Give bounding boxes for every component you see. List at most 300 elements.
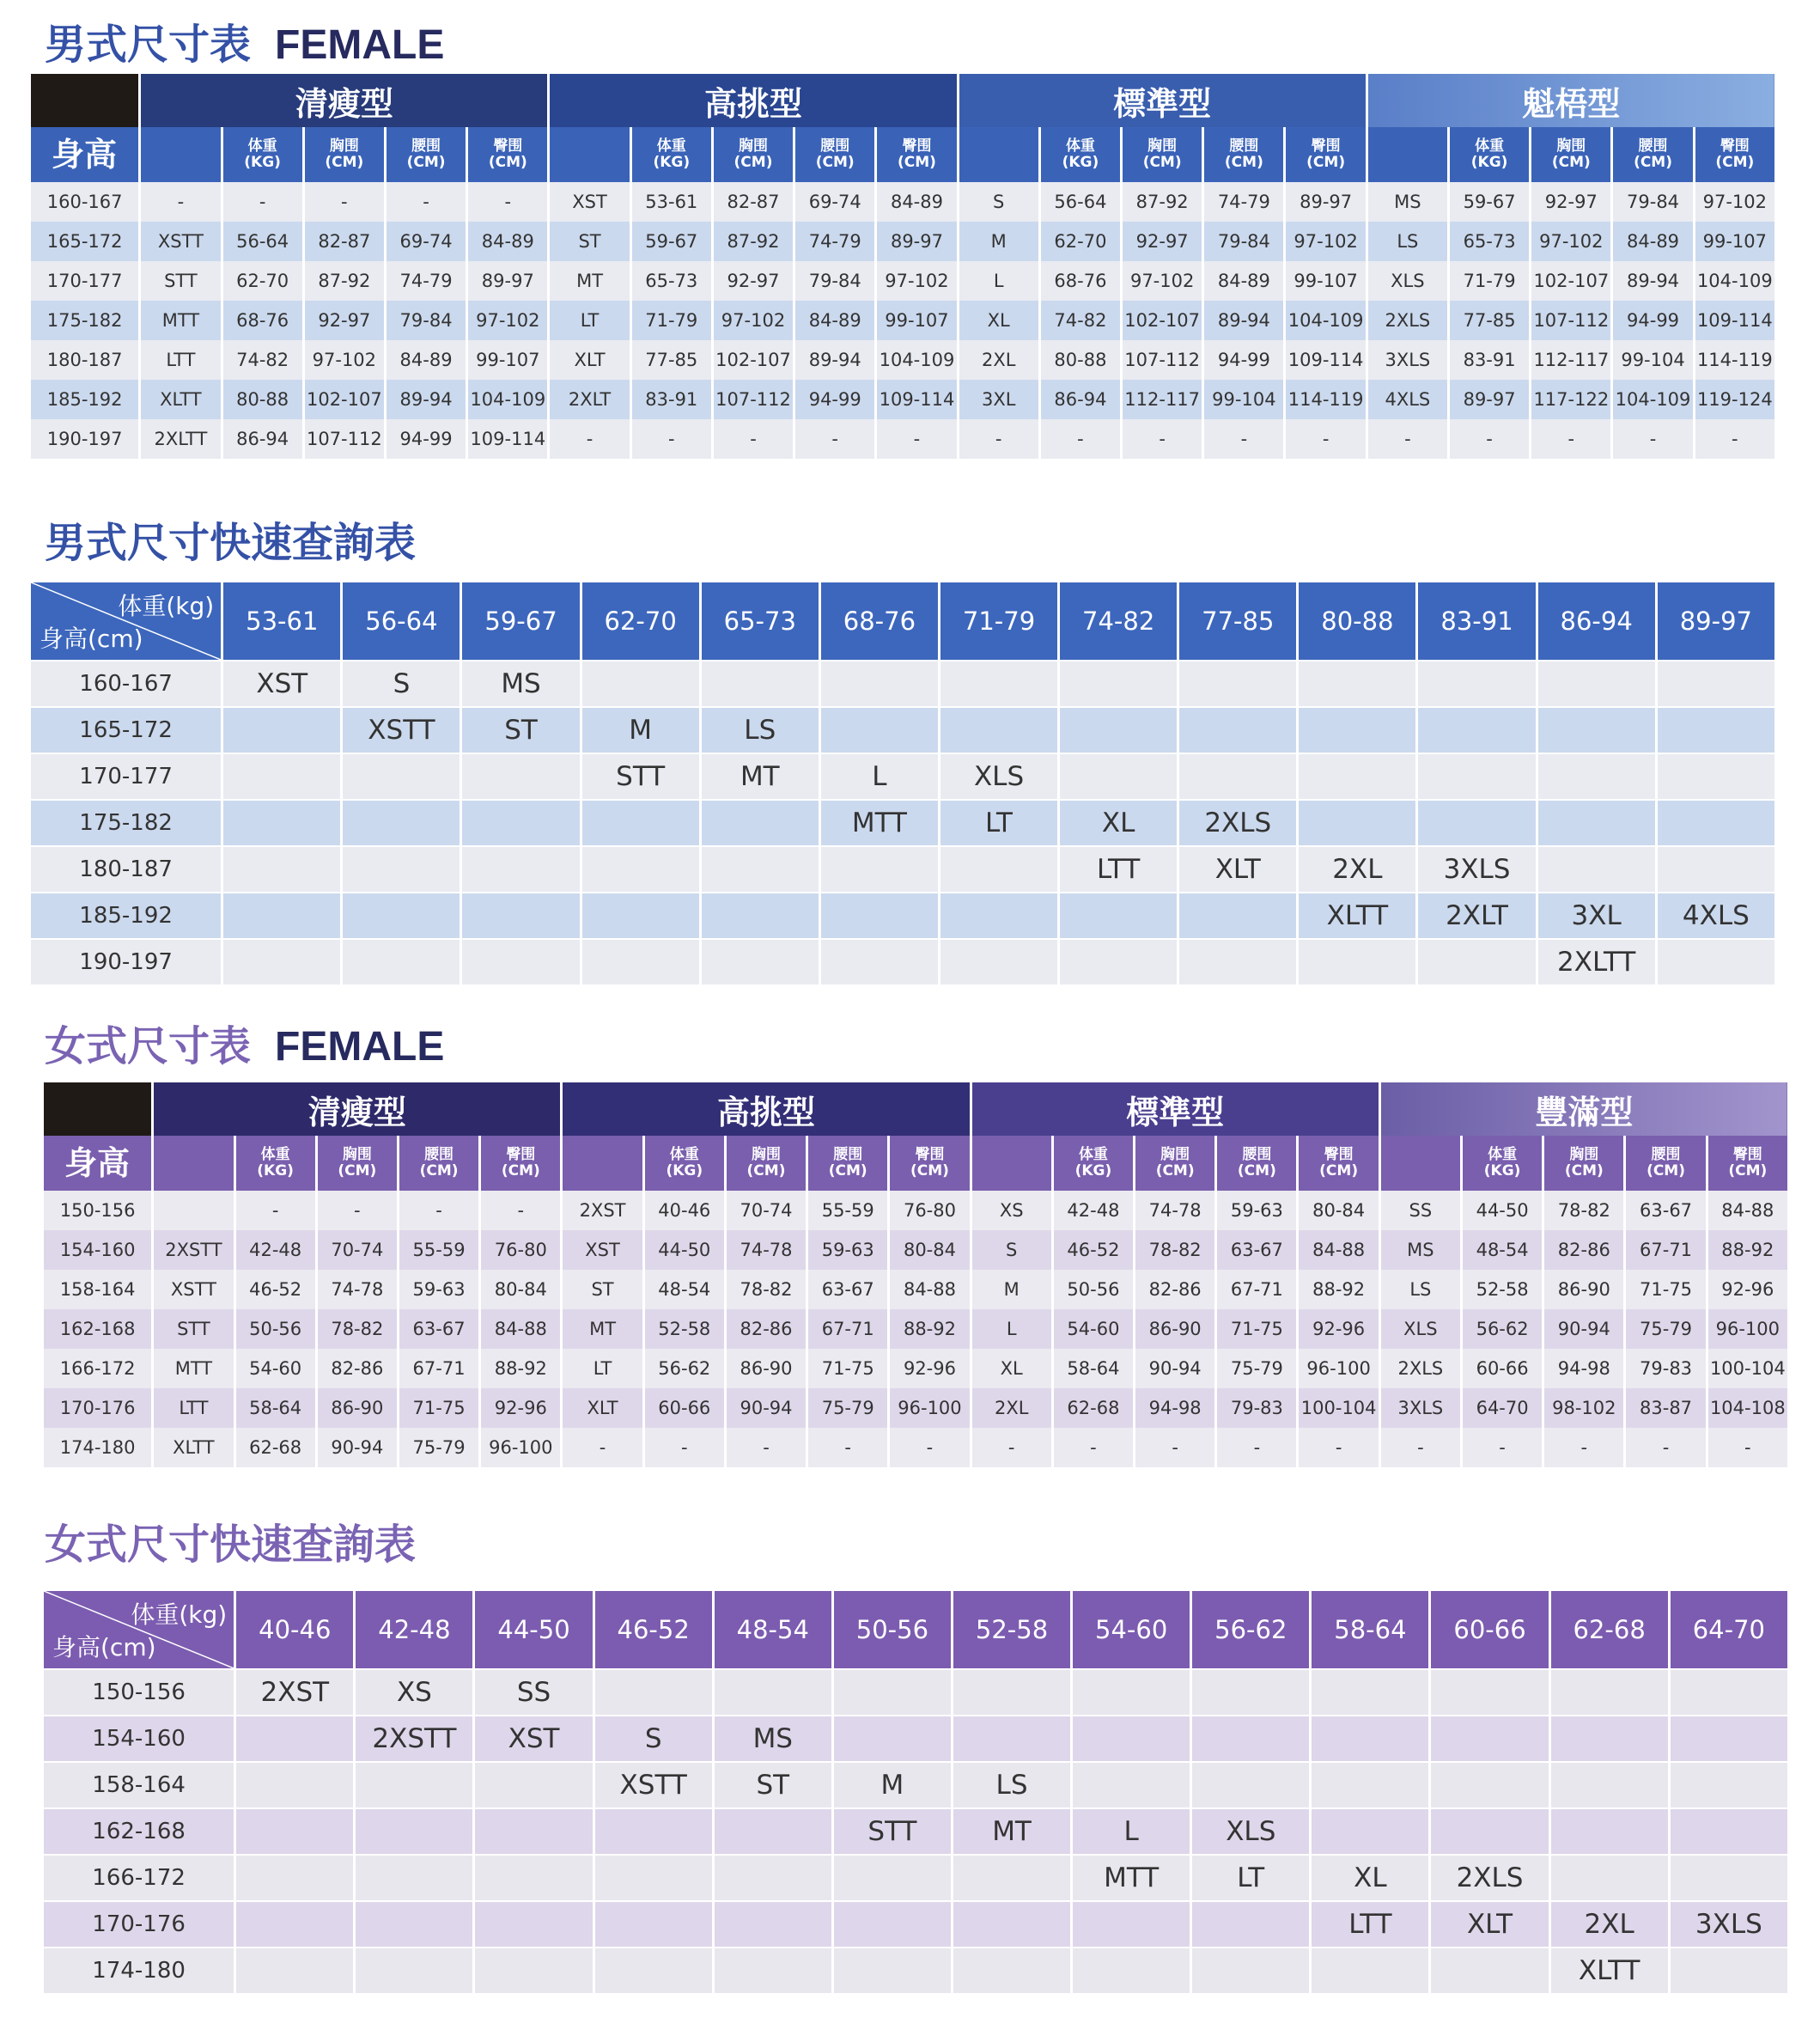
table-cell: - (1122, 419, 1203, 459)
table-cell: 80-84 (889, 1230, 971, 1270)
height-cell: 160-167 (30, 182, 140, 222)
size-cell (1430, 1716, 1549, 1762)
table-row (43, 1230, 1789, 1270)
table-row (30, 380, 1776, 419)
table-cell: - (1135, 1428, 1216, 1467)
table-cell: 2XLT (549, 380, 630, 419)
table-cell: 2XLS (1379, 1349, 1461, 1388)
table-cell: 114-119 (1694, 340, 1775, 380)
table-cell: 104-109 (1612, 380, 1694, 419)
height-cell: 185-192 (30, 380, 140, 419)
size-cell (1417, 707, 1537, 753)
table-cell: MTT (153, 1349, 234, 1388)
table-row (43, 1855, 1789, 1901)
table-cell: 102-107 (712, 340, 794, 380)
height-cell: 150-156 (43, 1191, 153, 1230)
size-cell (1059, 939, 1178, 984)
table-row (30, 340, 1776, 380)
table-cell: XST (562, 1230, 643, 1270)
table-cell: 2XL (971, 1388, 1052, 1428)
height-cell: 166-172 (43, 1855, 235, 1901)
table-row (43, 1716, 1789, 1762)
table-cell: STT (140, 261, 222, 301)
size-cell: MT (700, 753, 819, 800)
size-cell (819, 846, 939, 893)
size-cell (700, 939, 819, 984)
group-header: 高挑型 (562, 1082, 971, 1136)
group-header: 豐滿型 (1379, 1082, 1788, 1136)
size-cell: 4XLS (1656, 893, 1775, 939)
table-cell: 109-114 (876, 380, 958, 419)
size-col-header (153, 1136, 234, 1191)
measure-header: 胸围 (CM) (303, 127, 385, 182)
size-cell (1059, 893, 1178, 939)
table-cell: MT (549, 261, 630, 301)
table-cell: 53-61 (630, 182, 712, 222)
size-cell (939, 939, 1058, 984)
table-cell: 90-94 (316, 1428, 398, 1467)
table-cell: 104-109 (1285, 301, 1367, 340)
height-cell: 174-180 (43, 1948, 235, 1993)
size-cell (461, 939, 581, 984)
table-cell: 74-82 (222, 340, 303, 380)
table-cell: 44-50 (643, 1230, 725, 1270)
table-cell: 71-75 (1625, 1270, 1707, 1309)
size-cell: LS (700, 707, 819, 753)
size-cell (1191, 1901, 1311, 1948)
weight-header: 65-73 (700, 582, 819, 661)
table-cell: 56-64 (222, 222, 303, 261)
table-cell: 80-84 (1298, 1191, 1379, 1230)
male-size-title: 男式尺寸表 FEMALE (45, 21, 445, 69)
size-cell: MTT (1072, 1855, 1191, 1901)
measure-header: 胸围 (CM) (1122, 127, 1203, 182)
height-cell: 160-167 (30, 661, 222, 707)
size-cell (355, 1948, 474, 1993)
size-cell (1549, 1762, 1669, 1808)
table-cell: LS (1367, 222, 1448, 261)
table-cell: 112-117 (1531, 340, 1612, 380)
measure-header: 腰围 (CM) (1612, 127, 1694, 182)
size-cell (593, 1901, 713, 1948)
weight-header: 77-85 (1178, 582, 1298, 661)
table-cell: LT (562, 1349, 643, 1388)
size-cell (1537, 753, 1656, 800)
measure-header: 胸围 (CM) (316, 1136, 398, 1191)
table-cell: - (1039, 419, 1121, 459)
size-cell: XL (1059, 800, 1178, 846)
weight-header: 89-97 (1656, 582, 1775, 661)
table-cell: - (140, 182, 222, 222)
table-cell: 48-54 (643, 1270, 725, 1309)
table-cell: LTT (140, 340, 222, 380)
height-cell: 170-176 (43, 1901, 235, 1948)
table-cell: 90-94 (725, 1388, 807, 1428)
table-cell: XLT (562, 1388, 643, 1428)
size-cell (1537, 800, 1656, 846)
size-cell: XLTT (1549, 1948, 1669, 1993)
size-cell (1191, 1669, 1311, 1716)
table-cell: 86-94 (1039, 380, 1121, 419)
table-cell: 99-104 (1203, 380, 1285, 419)
table-cell: 62-68 (1052, 1388, 1134, 1428)
table-row (30, 707, 1776, 753)
size-cell (700, 800, 819, 846)
table-cell: 94-98 (1135, 1388, 1216, 1428)
table-cell: S (971, 1230, 1052, 1270)
table-cell: 104-109 (1694, 261, 1775, 301)
size-cell (1656, 800, 1775, 846)
measure-header: 臀围 (CM) (889, 1136, 971, 1191)
table-cell: 71-75 (807, 1349, 889, 1388)
size-cell (1656, 661, 1775, 707)
size-cell: 2XSTT (355, 1716, 474, 1762)
height-cell: 180-187 (30, 340, 140, 380)
table-cell: 109-114 (1285, 340, 1367, 380)
size-cell (235, 1716, 355, 1762)
size-cell: MTT (819, 800, 939, 846)
table-row (43, 1808, 1789, 1855)
table-cell: 88-92 (1707, 1230, 1788, 1270)
table-cell: XLTT (140, 380, 222, 419)
table-cell: - (725, 1428, 807, 1467)
table-cell: 84-89 (1203, 261, 1285, 301)
size-cell (1178, 893, 1298, 939)
size-cell (1072, 1948, 1191, 1993)
table-cell: 70-74 (316, 1230, 398, 1270)
weight-header: 52-58 (952, 1591, 1071, 1669)
size-cell: MS (461, 661, 581, 707)
size-cell: M (832, 1762, 952, 1808)
table-cell: 86-90 (316, 1388, 398, 1428)
table-cell: - (1612, 419, 1694, 459)
table-cell: 74-79 (1203, 182, 1285, 222)
size-cell (1669, 1716, 1788, 1762)
table-cell: - (889, 1428, 971, 1467)
size-cell (342, 753, 461, 800)
size-cell (819, 707, 939, 753)
table-cell: - (807, 1428, 889, 1467)
size-cell: S (342, 661, 461, 707)
measure-header: 臀围 (CM) (467, 127, 549, 182)
table-cell: 107-112 (303, 419, 385, 459)
measure-header: 腰围 (CM) (794, 127, 876, 182)
table-cell: 97-102 (712, 301, 794, 340)
table-cell: 71-79 (630, 301, 712, 340)
size-cell: S (593, 1716, 713, 1762)
size-cell (474, 1901, 593, 1948)
table-cell: 89-97 (1448, 380, 1530, 419)
height-cell: 175-182 (30, 301, 140, 340)
measure-header: 腰围 (CM) (1203, 127, 1285, 182)
table-cell: 86-94 (222, 419, 303, 459)
table-cell: 67-71 (398, 1349, 479, 1388)
size-cell (1537, 846, 1656, 893)
size-cell (355, 1855, 474, 1901)
size-cell (952, 1716, 1071, 1762)
size-cell (581, 846, 700, 893)
table-cell: 2XL (958, 340, 1039, 380)
table-cell: 97-102 (1122, 261, 1203, 301)
table-cell: 107-112 (1122, 340, 1203, 380)
table-cell: 87-92 (303, 261, 385, 301)
group-header: 魁梧型 (1367, 74, 1775, 127)
table-cell: 84-88 (1707, 1191, 1788, 1230)
table-cell: 96-100 (1298, 1349, 1379, 1388)
table-cell: 87-92 (712, 222, 794, 261)
table-cell: 75-79 (1216, 1349, 1298, 1388)
table-cell: 89-94 (794, 340, 876, 380)
table-cell: - (794, 419, 876, 459)
table-row (43, 1388, 1789, 1428)
table-cell: - (1448, 419, 1530, 459)
table-cell: 94-99 (794, 380, 876, 419)
table-cell: 97-102 (303, 340, 385, 380)
size-cell (1072, 1901, 1191, 1948)
size-cell: XS (355, 1669, 474, 1716)
table-cell: 86-90 (1543, 1270, 1625, 1309)
size-cell: 3XL (1537, 893, 1656, 939)
table-cell: 42-48 (1052, 1191, 1134, 1230)
weight-header: 80-88 (1298, 582, 1417, 661)
table-row (30, 800, 1776, 846)
height-cell: 162-168 (43, 1309, 153, 1349)
size-cell: XL (1311, 1855, 1430, 1901)
size-cell (939, 707, 1058, 753)
size-cell: MS (713, 1716, 832, 1762)
table-cell: 76-80 (889, 1191, 971, 1230)
size-cell (1191, 1948, 1311, 1993)
table-cell: MS (1379, 1230, 1461, 1270)
size-cell (1311, 1948, 1430, 1993)
table-row (43, 1428, 1789, 1467)
female-size-table (41, 1082, 1790, 1467)
table-cell: 86-90 (1135, 1309, 1216, 1349)
table-cell: - (876, 419, 958, 459)
female-quick-title: 女式尺寸快速查詢表 (45, 1521, 417, 1569)
table-cell: 82-86 (316, 1349, 398, 1388)
table-cell: 60-66 (643, 1388, 725, 1428)
measure-header: 腰围 (CM) (385, 127, 466, 182)
measure-header: 臀围 (CM) (1694, 127, 1775, 182)
table-cell: 59-63 (807, 1230, 889, 1270)
table-cell: 77-85 (1448, 301, 1530, 340)
table-row (30, 661, 1776, 707)
height-header: 身高 (43, 1136, 153, 1191)
group-header: 清瘦型 (153, 1082, 562, 1136)
table-cell: 84-88 (480, 1309, 562, 1349)
size-cell: STT (581, 753, 700, 800)
measure-header: 臀围 (CM) (876, 127, 958, 182)
table-cell: XLS (1379, 1309, 1461, 1349)
size-cell (1059, 661, 1178, 707)
table-cell: 63-67 (807, 1270, 889, 1309)
table-cell: 78-82 (1543, 1191, 1625, 1230)
table-cell: 64-70 (1461, 1388, 1543, 1428)
size-cell (1656, 939, 1775, 984)
table-cell: 58-64 (1052, 1349, 1134, 1388)
table-cell: 55-59 (807, 1191, 889, 1230)
size-cell: XLT (1430, 1901, 1549, 1948)
table-cell: 92-96 (1298, 1309, 1379, 1349)
table-cell: 77-85 (630, 340, 712, 380)
size-cell (461, 753, 581, 800)
size-cell: L (1072, 1808, 1191, 1855)
weight-header: 64-70 (1669, 1591, 1788, 1669)
measure-header: 胸围 (CM) (712, 127, 794, 182)
size-cell: ST (461, 707, 581, 753)
table-cell: L (971, 1309, 1052, 1349)
table-cell: - (958, 419, 1039, 459)
table-cell: 82-87 (303, 222, 385, 261)
size-cell (1311, 1808, 1430, 1855)
table-cell: 79-83 (1216, 1388, 1298, 1428)
size-cell (952, 1948, 1071, 1993)
table-cell: 67-71 (807, 1309, 889, 1349)
table-cell: 2XST (562, 1191, 643, 1230)
size-cell (222, 893, 342, 939)
table-row (30, 222, 1776, 261)
table-cell: 71-79 (1448, 261, 1530, 301)
size-cell (1549, 1808, 1669, 1855)
size-cell (581, 661, 700, 707)
size-cell: 2XST (235, 1669, 355, 1716)
table-cell: 114-119 (1285, 380, 1367, 419)
size-cell (1072, 1716, 1191, 1762)
measure-header: 臀围 (CM) (1285, 127, 1367, 182)
table-cell: 102-107 (1531, 261, 1612, 301)
size-cell: LTT (1311, 1901, 1430, 1948)
table-cell: 97-102 (467, 301, 549, 340)
table-cell: 79-84 (385, 301, 466, 340)
table-cell: XL (958, 301, 1039, 340)
weight-header: 50-56 (832, 1591, 952, 1669)
table-cell: - (1694, 419, 1775, 459)
size-cell (1072, 1669, 1191, 1716)
table-cell: 55-59 (398, 1230, 479, 1270)
size-cell (1191, 1762, 1311, 1808)
table-cell: 79-84 (1612, 182, 1694, 222)
table-cell: 52-58 (1461, 1270, 1543, 1309)
size-col-header (562, 1136, 643, 1191)
measure-header: 臀围 (CM) (1707, 1136, 1788, 1191)
size-cell: XST (474, 1716, 593, 1762)
size-cell (1669, 1762, 1788, 1808)
size-cell (1669, 1808, 1788, 1855)
height-cell: 174-180 (43, 1428, 153, 1467)
table-cell: 44-50 (1461, 1191, 1543, 1230)
table-cell: - (1285, 419, 1367, 459)
table-cell: 109-114 (1694, 301, 1775, 340)
size-cell (1298, 661, 1417, 707)
table-cell: 97-102 (1694, 182, 1775, 222)
size-cell (1178, 939, 1298, 984)
size-cell: XLS (939, 753, 1058, 800)
male-size-table (28, 74, 1777, 459)
table-cell: XSTT (153, 1270, 234, 1309)
size-cell (1656, 846, 1775, 893)
table-cell: 102-107 (303, 380, 385, 419)
measure-header: 胸围 (CM) (725, 1136, 807, 1191)
height-cell: 154-160 (43, 1230, 153, 1270)
table-cell: 50-56 (234, 1309, 316, 1349)
size-cell (581, 893, 700, 939)
size-cell (1549, 1669, 1669, 1716)
table-cell: 86-90 (725, 1349, 807, 1388)
size-cell (1417, 939, 1537, 984)
table-cell: 92-97 (712, 261, 794, 301)
table-cell: 88-92 (1298, 1270, 1379, 1309)
measure-header: 体重 (KG) (222, 127, 303, 182)
size-cell (952, 1669, 1071, 1716)
table-cell: 89-97 (1285, 182, 1367, 222)
size-cell (342, 846, 461, 893)
size-cell (1656, 753, 1775, 800)
table-cell: 109-114 (467, 419, 549, 459)
measure-header: 胸围 (CM) (1135, 1136, 1216, 1191)
table-row (30, 182, 1776, 222)
table-cell: 4XLS (1367, 380, 1448, 419)
size-cell (461, 800, 581, 846)
table-cell: 96-100 (889, 1388, 971, 1428)
table-cell: 100-104 (1707, 1349, 1788, 1388)
table-cell: M (971, 1270, 1052, 1309)
table-cell: MTT (140, 301, 222, 340)
table-cell: 99-107 (1694, 222, 1775, 261)
size-cell: XSTT (593, 1762, 713, 1808)
weight-header: 74-82 (1059, 582, 1178, 661)
size-cell (700, 661, 819, 707)
size-cell (355, 1762, 474, 1808)
size-cell (713, 1855, 832, 1901)
table-cell: 104-108 (1707, 1388, 1788, 1428)
weight-header: 46-52 (593, 1591, 713, 1669)
size-cell (832, 1901, 952, 1948)
table-cell: 99-107 (467, 340, 549, 380)
table-cell: - (1052, 1428, 1134, 1467)
size-cell (939, 661, 1058, 707)
size-cell: L (819, 753, 939, 800)
table-cell: 94-98 (1543, 1349, 1625, 1388)
size-cell (342, 893, 461, 939)
size-col-header (140, 127, 222, 182)
table-row (43, 1669, 1789, 1716)
table-cell: ST (562, 1270, 643, 1309)
table-cell: 3XLS (1379, 1388, 1461, 1428)
weight-header: 83-91 (1417, 582, 1537, 661)
table-cell: 67-71 (1216, 1270, 1298, 1309)
size-cell (1537, 661, 1656, 707)
size-cell: MT (952, 1808, 1071, 1855)
table-cell: 46-52 (234, 1270, 316, 1309)
table-cell: XS (971, 1191, 1052, 1230)
table-cell: 68-76 (1039, 261, 1121, 301)
table-cell: 99-107 (876, 301, 958, 340)
table-cell: - (316, 1191, 398, 1230)
table-cell: 99-104 (1612, 340, 1694, 380)
table-row (30, 939, 1776, 984)
table-cell: M (958, 222, 1039, 261)
table-cell: 48-54 (1461, 1230, 1543, 1270)
table-cell: 82-86 (1543, 1230, 1625, 1270)
height-cell: 158-164 (43, 1762, 235, 1808)
size-cell (1311, 1716, 1430, 1762)
table-cell: 92-97 (1122, 222, 1203, 261)
table-cell: 83-91 (1448, 340, 1530, 380)
size-cell: ST (713, 1762, 832, 1808)
table-cell: 88-92 (889, 1309, 971, 1349)
table-cell: 90-94 (1135, 1349, 1216, 1388)
